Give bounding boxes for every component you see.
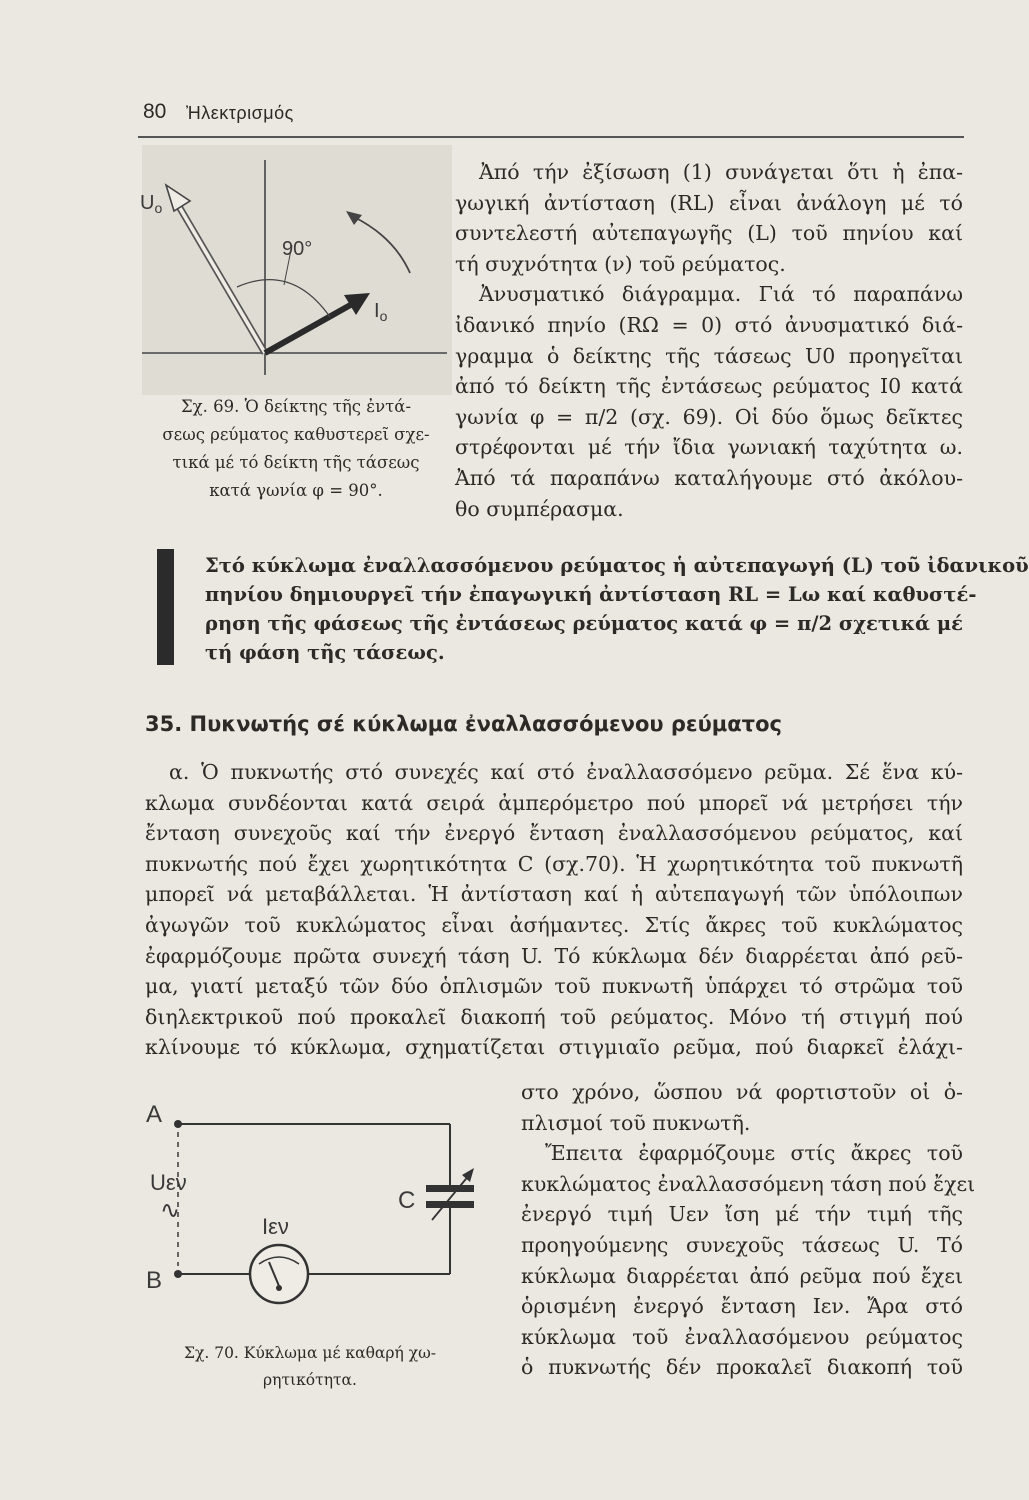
terminal-b-label: B: [146, 1267, 163, 1294]
current-label: Iεν: [262, 1214, 289, 1239]
caption-line: κατά γωνία φ = 90°.: [209, 481, 383, 500]
text-line: ἐνεργό τιμή Uεν ἴση μέ τήν τιμή τῆς: [521, 1202, 963, 1227]
text-line: τή φάση τῆς τάσεως.: [205, 641, 445, 664]
terminal-b: [174, 1270, 182, 1278]
text-line: κύκλωμα διαρρέεται ἀπό ρεῦμα πού ἔχει: [521, 1263, 963, 1288]
text-line: α. Ὁ πυκνωτής στό συνεχές καί στό ἐναλλασσόμενο ρεῦμα. Σέ ἕνα κύ-: [169, 760, 963, 784]
text-line: ρηση τῆς φάσεως τῆς ἐντάσεως ρεύματος κατά φ = π/2 σχετικά μέ: [205, 612, 963, 635]
text-line: ἔνταση συνεχοῦς καί τήν ἐνεργό ἔνταση ἐναλλασσόμενου ρεύματος, καί: [145, 821, 963, 846]
vector-diagram-paragraph: [455, 157, 963, 524]
text-line: στρέφονται μέ τήν ἴδια γωνιακή ταχύτητα ω.: [455, 435, 963, 460]
text-line: ὁ πυκνωτής δέν προκαλεῖ διακοπή τοῦ: [521, 1355, 963, 1380]
header-rule: [138, 136, 964, 138]
text-line: τή συχνότητα (ν) τοῦ ρεύματος.: [455, 251, 786, 276]
fig69-angle-label: 90°: [282, 238, 313, 260]
caption-line: Σχ. 70. Κύκλωμα μέ καθαρή χω-: [184, 1344, 436, 1362]
text-line: γωγική ἀντίσταση (RL) εἶναι ἀνάλογη μέ τό: [455, 190, 963, 215]
text-line: ἀπό τό δείκτη τῆς ἐντάσεως ρεύματος I0 κατά: [455, 374, 963, 399]
text-line: μπορεῖ νά μεταβάλλεται. Ἡ ἀντίσταση καί ἡ αὐτεπαγωγή τῶν ὑπόλοιπων: [145, 882, 963, 907]
conclusion-marker-bar: [157, 549, 174, 665]
text-line: Ἔπειτα ἐφαρμόζουμε στίς ἄκρες τοῦ: [545, 1141, 963, 1166]
ammeter: [250, 1245, 308, 1303]
fig69-current-label: $I_o$: [374, 300, 388, 324]
text-line: γωνία φ = π/2 (σχ. 69). Οἱ δύο ὅμως δεῖκτες: [455, 404, 963, 429]
section-35-continuation: [521, 1077, 976, 1383]
caption-line: σεως ρεύματος καθυστερεῖ σχε-: [162, 425, 430, 444]
section-35-heading: 35. Πυκνωτής σέ κύκλωμα ἐναλλασσόμενου ρεύματος: [145, 712, 782, 736]
text-line: ὁρισμένη ἐνεργό ἔνταση Iεν. Ἄρα στό: [521, 1294, 963, 1319]
figure-70: [140, 1088, 512, 1338]
text-line: Ἀνυσματικό διάγραμμα. Γιά τό παραπάνω: [479, 282, 963, 307]
caption-line: τικά μέ τό δείκτη τῆς τάσεως: [172, 453, 420, 472]
text-line: πηνίου δημιουργεῖ τήν ἐπαγωγική ἀντίσταση RL = Lω καί καθυστέ-: [205, 583, 977, 606]
fig69-voltage-label: $U_o$: [140, 192, 163, 216]
section-35-body: [145, 757, 963, 1063]
figure-69: [142, 145, 452, 395]
text-line: κύκλωμα τοῦ ἐναλλασόμενου ρεύματος: [521, 1324, 963, 1349]
text-line: διηλεκτρικοῦ πού προκαλεῖ διακοπή τοῦ ρεύματος. Μόνο τή στιγμή πού: [145, 1004, 963, 1029]
text-line: πυκνωτής πού ἔχει χωρητικότητα C (σχ.70). Ἡ χωρητικότητα τοῦ πυκνωτῆ: [145, 851, 963, 876]
text-line: προηγούμενης συνεχοῦς τάσεως U. Τό: [521, 1232, 963, 1257]
text-line: ἰδανικό πηνίο (RΩ = 0) στό ἀνυσματικό διά-: [455, 312, 963, 337]
text-line: γραμμα ὁ δείκτης τῆς τάσεως U0 προηγεῖται: [455, 343, 963, 368]
text-line: κυκλώματος ἐναλλασσόμενη τάση πού ἔχει: [521, 1171, 976, 1196]
text-line: συντελεστή αὐτεπαγωγῆς (L) τοῦ πηνίου καί: [455, 221, 963, 246]
text-line: θο συμπέρασμα.: [455, 496, 624, 521]
terminal-a: [174, 1120, 182, 1128]
text-line: στο χρόνο, ὥσπου νά φορτιστοῦν οἱ ὁ-: [521, 1080, 963, 1104]
source-voltage-label: Uεν: [150, 1170, 187, 1195]
text-line: μα, γιατί μεταξύ τῶν δύο ὁπλισμῶν τοῦ πυκνωτῆ ὑπάρχει τό στρῶμα τοῦ: [145, 974, 963, 999]
caption-line: ρητικότητα.: [263, 1371, 357, 1389]
ac-symbol: ∿: [160, 1197, 181, 1224]
text-line: Ἀπό τήν ἐξίσωση (1) συνάγεται ὅτι ἡ ἐπα-: [479, 160, 963, 184]
text-line: πλισμοί τοῦ πυκνωτῆ.: [521, 1110, 751, 1135]
caption-line: Σχ. 69. Ὁ δείκτης τῆς ἐντά-: [180, 397, 412, 416]
terminal-a-label: A: [146, 1101, 163, 1128]
figure-69-caption: [145, 393, 447, 505]
running-title: Ἠλεκτρισμός: [186, 103, 294, 123]
text-line: κλίνουμε τό κύκλωμα, σχηματίζεται στιγμιαῖο ρεῦμα, πού διαρκεῖ ἐλάχι-: [145, 1035, 963, 1060]
conclusion-statement: [205, 551, 1029, 667]
text-line: Στό κύκλωμα ἐναλλασσόμενου ρεύματος ἡ αὐτεπαγωγή (L) τοῦ ἰδανικοῦ: [205, 554, 1029, 577]
text-line: ἐφαρμόζουμε πρῶτα συνεχή τάση U. Τό κύκλωμα δέν διαρρέεται ἀπό ρεῦ-: [145, 943, 963, 968]
page-number: 80: [143, 100, 167, 123]
text-line: κλωμα συνδέονται κατά σειρά ἀμπερόμετρο πού μπορεῖ νά μετρήσει τήν: [145, 790, 963, 815]
text-line: Ἀπό τά παραπάνω καταλήγουμε στό ἀκόλου-: [455, 465, 963, 490]
figure-70-caption: [145, 1340, 475, 1394]
capacitor-label: C: [398, 1187, 416, 1214]
text-line: ἀγωγῶν τοῦ κυκλώματος εἶναι ἀσήμαντες. Στίς ἄκρες τοῦ κυκλώματος: [145, 912, 963, 937]
